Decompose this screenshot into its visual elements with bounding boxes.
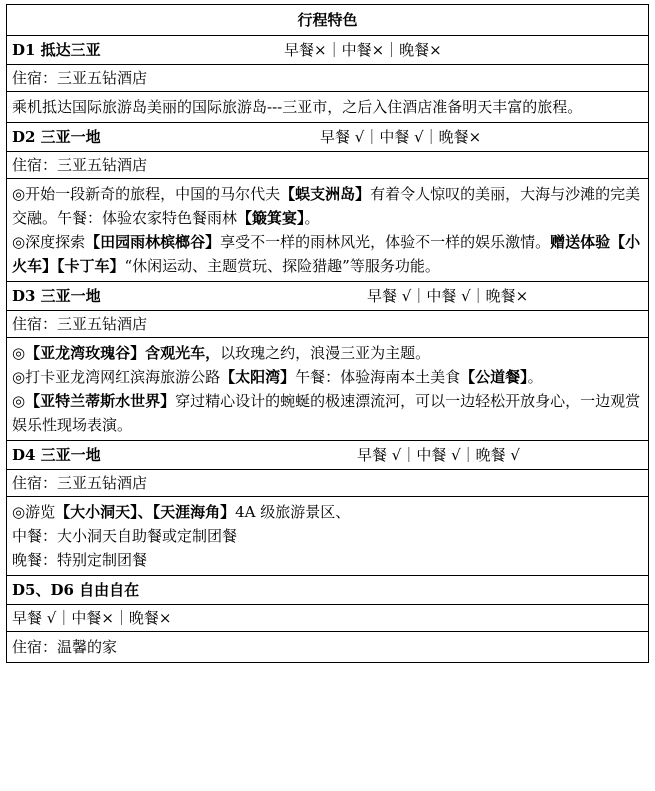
itinerary-table: [6, 4, 649, 663]
day-row: [7, 36, 649, 65]
lodging-row: [7, 152, 649, 179]
description-paragraph: 乘机抵达国际旅游岛美丽的国际旅游岛---三亚市，之后入住酒店准备明天丰富的旅程。: [12, 98, 583, 116]
day-row: [7, 441, 649, 470]
lodging-row: [7, 311, 649, 338]
header-row: [7, 5, 649, 36]
lodging-info: 住宿：三亚五钻酒店: [7, 311, 649, 338]
description-paragraph: 中餐：大小洞天自助餐或定制团餐: [12, 527, 238, 545]
lodging-info: 住宿：三亚五钻酒店: [7, 65, 649, 92]
day-row: [7, 282, 649, 311]
meals-info: 早餐 √｜中餐 √｜晚餐×: [320, 128, 482, 146]
lodging-info: 住宿：温馨的家: [7, 632, 649, 663]
day-title: D3 三亚一地: [12, 287, 101, 305]
lodging-row: [7, 470, 649, 497]
description-paragraph: ◎游览【大小洞天】、【天涯海角】4A 级旅游景区、: [12, 503, 351, 521]
lodging-row: [7, 632, 649, 663]
description-row: [7, 497, 649, 576]
itinerary-sheet: [6, 4, 649, 663]
day-title: D2 三亚一地: [12, 128, 101, 146]
description-paragraph: ◎打卡亚龙湾网红滨海旅游公路【太阳湾】午餐：体验海南本土美食【公道餐】。: [12, 368, 543, 386]
day-title: D4 三亚一地: [12, 446, 101, 464]
description-row: [7, 179, 649, 282]
meals-info: 早餐 √｜中餐×｜晚餐×: [7, 605, 649, 632]
description-paragraph: ◎【亚龙湾玫瑰谷】含观光车，以玫瑰之约，浪漫三亚为主题。: [12, 344, 431, 362]
description-row: [7, 92, 649, 123]
description-paragraph: 晚餐：特别定制团餐: [12, 551, 148, 569]
day-title: D5、D6 自由自在: [7, 576, 649, 605]
lodging-row: [7, 65, 649, 92]
day-row: [7, 576, 649, 605]
table-header: 行程特色: [7, 5, 649, 36]
meals-info: 早餐 √｜中餐 √｜晚餐 √: [357, 446, 520, 464]
day-title: D1 抵达三亚: [12, 41, 101, 59]
meals-info: 早餐 √｜中餐 √｜晚餐×: [367, 287, 529, 305]
description-paragraph: ◎【亚特兰蒂斯水世界】穿过精心设计的蜿蜒的极速漂流河，可以一边轻松开放身心，一边观赏娱乐性现场表演。: [12, 392, 641, 434]
meals-row: [7, 605, 649, 632]
description-paragraph: ◎开始一段新奇的旅程，中国的马尔代夫【蜈支洲岛】有着令人惊叹的美丽，大海与沙滩的完美交融。午餐：体验农家特色餐雨林【簸箕宴】。: [12, 185, 641, 227]
meals-info: 早餐×｜中餐×｜晚餐×: [284, 41, 442, 59]
description-paragraph: ◎深度探索【田园雨林槟榔谷】享受不一样的雨林风光，体验不一样的娱乐激情。赠送体验【小火车】【卡丁车】“休闲运动、主题赏玩、探险猎趣”等服务功能。: [12, 233, 641, 275]
description-row: [7, 338, 649, 441]
lodging-info: 住宿：三亚五钻酒店: [7, 470, 649, 497]
day-row: [7, 123, 649, 152]
lodging-info: 住宿：三亚五钻酒店: [7, 152, 649, 179]
